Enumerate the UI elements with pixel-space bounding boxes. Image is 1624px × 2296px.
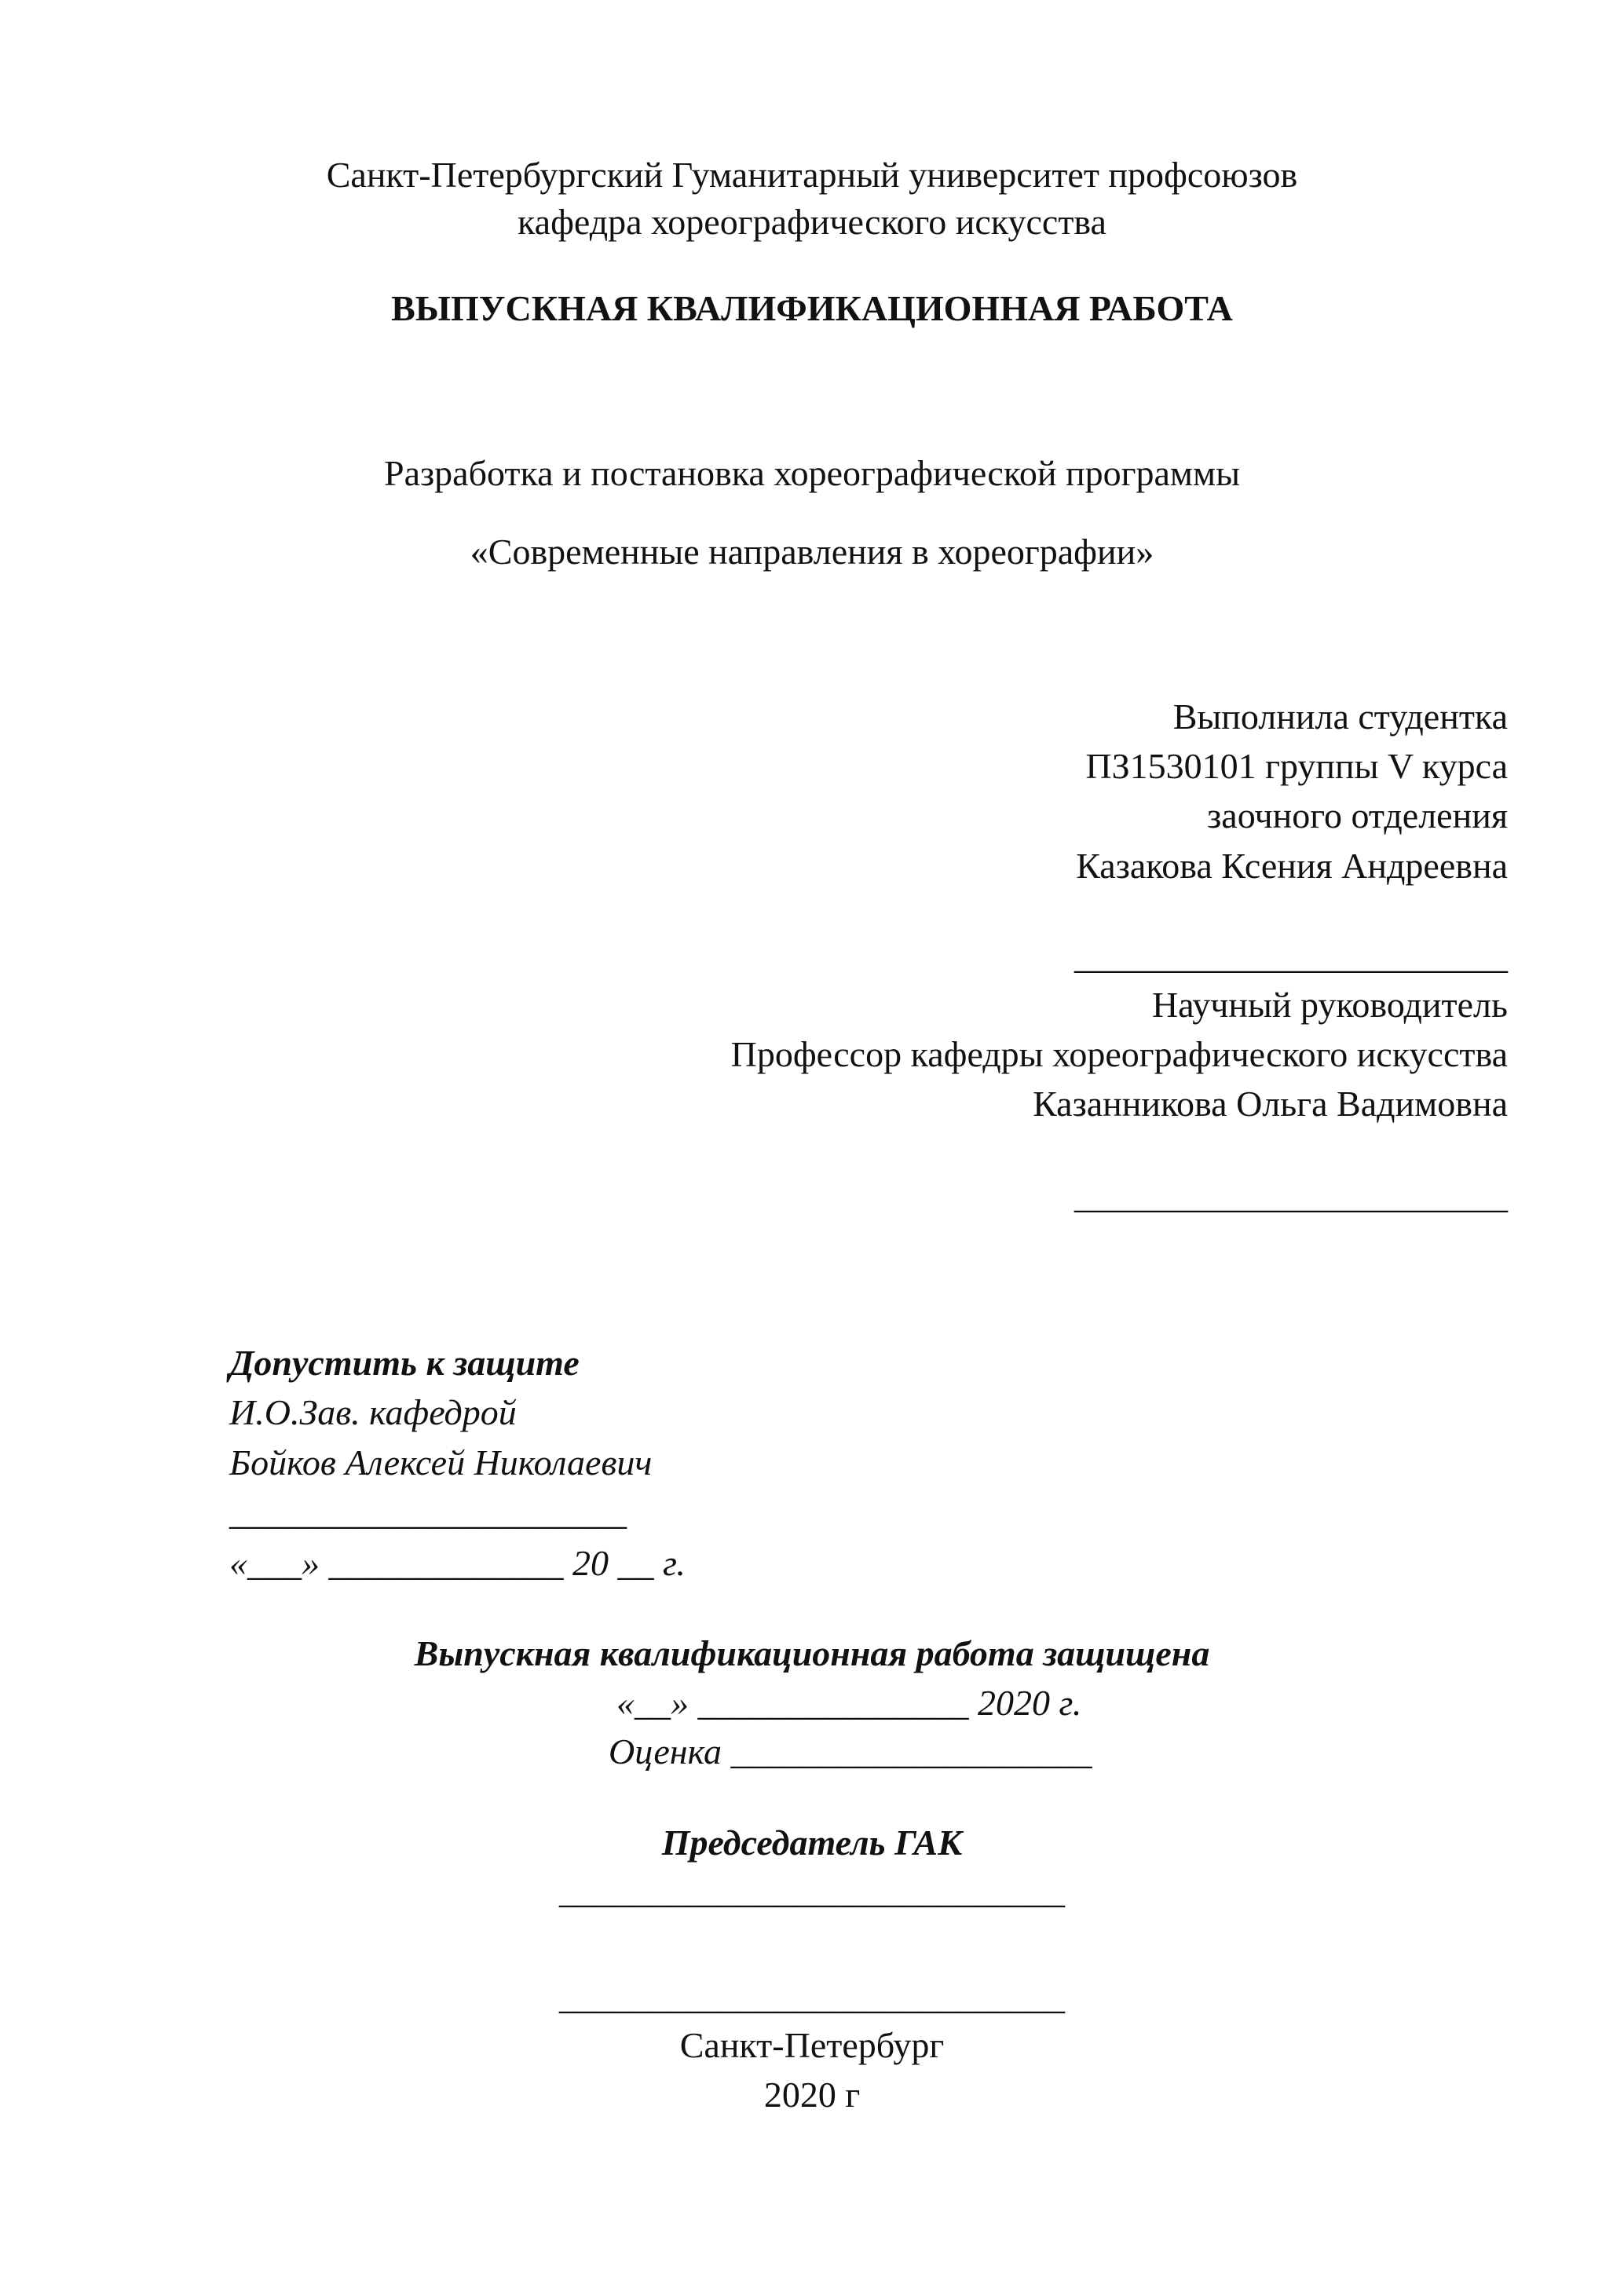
supervisor-position: Профессор кафедры хореографического искусства bbox=[730, 1034, 1508, 1074]
topic-line-1: Разработка и постановка хореографической программы bbox=[384, 453, 1240, 493]
student-group: ПЗ1530101 группы V курса bbox=[1085, 746, 1508, 786]
defense-date: «__» _______________ 2020 г. bbox=[616, 1683, 1082, 1723]
admission-role: И.О.Зав. кафедрой bbox=[229, 1392, 517, 1432]
document-type-heading: ВЫПУСКНАЯ КВАЛИФИКАЦИОННАЯ РАБОТА bbox=[391, 288, 1233, 328]
student-signature-line: ________________________ bbox=[1074, 936, 1508, 976]
chair-heading: Председатель ГАК bbox=[661, 1823, 963, 1863]
student-department: заочного отделения bbox=[1207, 795, 1508, 835]
admission-heading: Допустить к защите bbox=[229, 1343, 580, 1383]
supervisor-title: Научный руководитель bbox=[1151, 985, 1508, 1025]
supervisor-signature-line: ________________________ bbox=[1074, 1175, 1508, 1216]
supervisor-name: Казанникова Ольга Вадимовна bbox=[1033, 1084, 1508, 1124]
department-name: кафедра хореографического искусства bbox=[518, 202, 1106, 242]
chair-signature-line-2: ____________________________ bbox=[559, 1976, 1065, 2016]
student-name: Казакова Ксения Андреевна bbox=[1076, 846, 1508, 886]
topic-line-2: «Современные направления в хореографии» bbox=[470, 532, 1154, 572]
admission-name: Бойков Алексей Николаевич bbox=[229, 1442, 653, 1483]
admission-signature-line: ______________________ bbox=[229, 1492, 627, 1532]
defense-heading: Выпускная квалификационная работа защищена bbox=[414, 1633, 1210, 1673]
defense-grade: Оценка ____________________ bbox=[609, 1731, 1092, 1771]
year: 2020 г bbox=[763, 2075, 861, 2115]
admission-date: «___» _____________ 20 __ г. bbox=[229, 1543, 686, 1583]
city: Санкт-Петербург bbox=[679, 2025, 945, 2065]
chair-signature-line-1: ____________________________ bbox=[559, 1870, 1065, 1910]
university-name: Санкт-Петербургский Гуманитарный университет профсоюзов bbox=[326, 155, 1298, 195]
student-label: Выполнила студентка bbox=[1172, 696, 1508, 737]
